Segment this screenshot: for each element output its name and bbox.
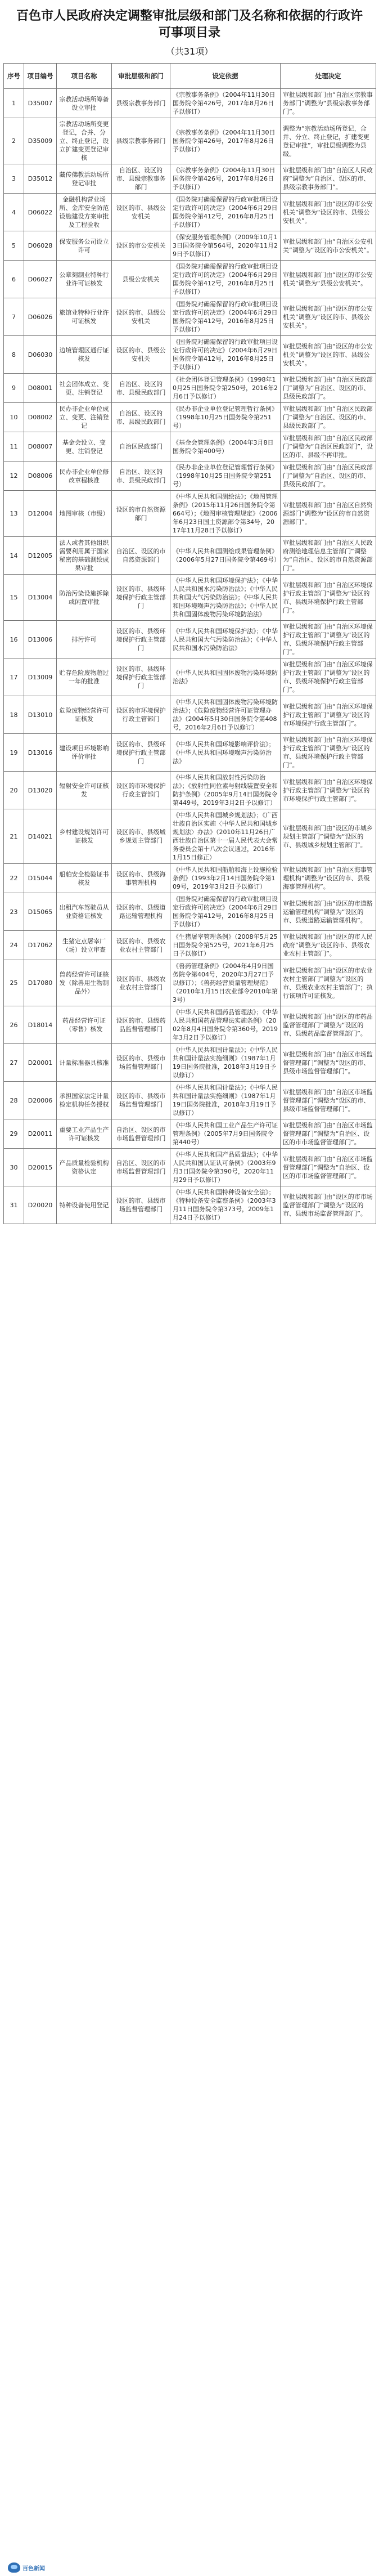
cell-code: D17062 — [24, 931, 57, 960]
cell-code: D20006 — [24, 1082, 57, 1119]
cell-name: 生猪定点屠宰厂（场）设立审查 — [57, 931, 112, 960]
cell-name: 药品经营许可证（零售）核发 — [57, 1006, 112, 1044]
table-row — [4, 1006, 376, 1044]
cell-index: 29 — [4, 1119, 24, 1149]
cell-code: D17080 — [24, 960, 57, 1006]
cell-index: 14 — [4, 537, 24, 575]
cell-decision: 审批层级和部门由“自治区环境保护行政主管部门”调整为“设区的市环境保护行政主管部门”。 — [281, 696, 376, 734]
cell-basis: 《中华人民共和国药品管理法》；《中华人民共和国药品管理法实施条例》（2002年8月4日国务院令第360号，2019年3月2日予以修订） — [170, 1006, 281, 1044]
cell-code: D08002 — [24, 403, 57, 432]
cell-decision: 审批层级和部门由“自治区宗教事务部门”调整为“县级宗教事务部门”。 — [281, 89, 376, 118]
cell-basis: 《中华人民共和国放射性污染防治法》；《放射性同位素与射线装置安全和防护条例》（2005年9月14日国务院令第449号，2019年3月2日予以修订） — [170, 772, 281, 809]
cell-index: 8 — [4, 336, 24, 374]
cell-name: 藏传佛教活动场所登记审批 — [57, 164, 112, 194]
cell-index: 3 — [4, 164, 24, 194]
cell-name: 保安服务公司设立许可 — [57, 231, 112, 261]
cell-basis: 《中华人民共和国船舶和海上设施检验条例》（1993年2月14日国务院令第109号，2019年3月2日予以修订） — [170, 864, 281, 893]
cell-name: 承担国家法定计量检定机构任务授权 — [57, 1082, 112, 1119]
cell-index: 27 — [4, 1044, 24, 1082]
cell-department: 设区的市、县级环境保护行政主管部门 — [112, 621, 170, 658]
table-row — [4, 893, 376, 931]
cell-basis: 《中华人民共和国环境影响评价法》；《中华人民共和国环境噪声污染防治法》 — [170, 734, 281, 772]
cell-department: 设区的市、县级海事管理机构 — [112, 864, 170, 893]
table-row — [4, 1149, 376, 1186]
cell-department: 自治区、设区的市、县级民政部门 — [112, 374, 170, 403]
cell-code: D13009 — [24, 658, 57, 696]
cell-name: 宗教活动场所变更登记，合并、分立、终止登记，设立扩建变更登记审核 — [57, 118, 112, 164]
cell-index: 21 — [4, 809, 24, 864]
cell-code: D18014 — [24, 1006, 57, 1044]
cell-decision: 审批层级和部门由“自治区市场监督管理部门”调整为“设区的市、县级市场监督管理部门”。 — [281, 1044, 376, 1082]
cell-basis: 《基金会管理条例》（2004年3月8日国务院令第400号） — [170, 432, 281, 462]
cell-basis: 《宗教事务条例》（2004年11月30日国务院令第426号，2017年8月26日予以修订） — [170, 89, 281, 118]
cell-name: 民办非企业单位成立、变更、注销登记 — [57, 403, 112, 432]
cell-department: 设区的市、县级市场监督管理部门 — [112, 1082, 170, 1119]
cell-index: 17 — [4, 658, 24, 696]
cell-code: D35012 — [24, 164, 57, 194]
cell-code: D15044 — [24, 864, 57, 893]
cell-name: 产品质量检验机构资格认定 — [57, 1149, 112, 1186]
table-row — [4, 261, 376, 298]
cell-basis: 《兽药管理条例》（2004年4月9日国务院令第404号，2020年3月27日予以修订）；《兽药经营质量管理规范》（2010年1月15日农业部令2010年第3号） — [170, 960, 281, 1006]
cell-basis: 《民办非企业单位登记管理暂行条例》（1998年10月25日国务院令第251号） — [170, 462, 281, 491]
table-body — [4, 89, 376, 1224]
cell-department: 自治区、设区的市市场监督管理部门 — [112, 1149, 170, 1186]
table-row — [4, 194, 376, 231]
header-code: 项目编号 — [24, 64, 57, 89]
table-row — [4, 1044, 376, 1082]
cell-department: 设区的市、县级药品监督管理部门 — [112, 1006, 170, 1044]
cell-department: 设区的市、县级市场监督管理部门 — [112, 1044, 170, 1082]
cell-decision: 审批层级和部门由“自治区民政部门”调整为“自治区、设区的市、县级民政部门”。 — [281, 462, 376, 491]
cell-name: 边境管理区通行证核发 — [57, 336, 112, 374]
cell-name: 贮存危险废物超过一年的批准 — [57, 658, 112, 696]
document-title: 百色市人民政府决定调整审批层级和部门及名称和依据的行政许可事项目录 — [16, 9, 363, 40]
cell-basis: 《宗教事务条例》（2004年11月30日国务院令第426号，2017年8月26日予以修订） — [170, 118, 281, 164]
table-row — [4, 491, 376, 537]
cell-decision: 审批层级和部门由“自治区自然资源部门”调整为“设区的市自然资源部门”。 — [281, 491, 376, 537]
cell-decision: 审批层级和部门由“自治区环境保护行政主管部门”调整为“设区的市、县级环境保护行政主管部门”。 — [281, 621, 376, 658]
cell-index: 18 — [4, 696, 24, 734]
cell-basis: 《中华人民共和国测绘法》；《地图管理条例》（2015年11月26日国务院令第664号）；《地图审核管理规定》（2006年6月23日国土资源部令第34号，2017年11月28日予以修订） — [170, 491, 281, 537]
table-row — [4, 960, 376, 1006]
cell-name: 旅馆业特种行业许可证核发 — [57, 298, 112, 336]
cell-name: 金融机构营业场所、金库安全防范设施建设方案审批及工程验收 — [57, 194, 112, 231]
cell-department: 自治区、设区的市市场监督管理部门 — [112, 1119, 170, 1149]
table-row — [4, 696, 376, 734]
cell-decision: 审批层级和部门由“设区的市市场监督管理部门”调整为“设区的市、县级市场监督管理部门”。 — [281, 1186, 376, 1224]
cell-basis: 《保安服务管理条例》（2009年10月13日国务院令第564号，2020年11月29日予以修订） — [170, 231, 281, 261]
cell-department: 设区的市、县级城乡规划主管部门 — [112, 809, 170, 864]
cell-department: 自治区、设区的市自然资源部门 — [112, 537, 170, 575]
cell-code: D13004 — [24, 575, 57, 621]
cell-index: 10 — [4, 403, 24, 432]
cell-index: 1 — [4, 89, 24, 118]
cell-index: 7 — [4, 298, 24, 336]
cell-code: D20011 — [24, 1119, 57, 1149]
cell-index: 26 — [4, 1006, 24, 1044]
table-row — [4, 537, 376, 575]
table-row — [4, 432, 376, 462]
cell-index: 6 — [4, 261, 24, 298]
cell-name: 基金会设立、变更、注销登记 — [57, 432, 112, 462]
cell-index: 13 — [4, 491, 24, 537]
title-block — [0, 0, 379, 59]
cell-basis: 《中华人民共和国产品质量法》；《中华人民共和国认证认可条例》（2003年9月3日国务院令第390号，2020年11月29日予以修订） — [170, 1149, 281, 1186]
cell-index: 4 — [4, 194, 24, 231]
cell-index: 16 — [4, 621, 24, 658]
table-row — [4, 864, 376, 893]
cell-index: 11 — [4, 432, 24, 462]
cell-decision: 审批层级和部门由“设区的市农业农村主管部门”调整为“设区的市、县级农业农村主管部门”；执行该项许可证核发。 — [281, 960, 376, 1006]
cell-decision: 调整为“宗教活动场所登记，合并、分立、终止登记，扩建变更登记审批”，审批层级调整为县级。 — [281, 118, 376, 164]
cell-department: 设区的市环境保护行政主管部门 — [112, 772, 170, 809]
cell-name: 乡村建设规划许可证核发 — [57, 809, 112, 864]
cell-department: 县级宗教事务部门 — [112, 89, 170, 118]
cell-decision: 审批层级和部门由“自治区环境保护行政主管部门”调整为“设区的市、县级环境保护行政主管部门”。 — [281, 575, 376, 621]
cell-basis: 《国务院对确需保留的行政审批项目设定行政许可的决定》（2004年6月29日国务院令第412号，2016年8月25日予以修订） — [170, 194, 281, 231]
cell-decision: 审批层级和部门由“设区的市药品监督管理部门”调整为“设区的市、县级药品监督管理部门”。 — [281, 1006, 376, 1044]
cell-department: 设区的市、县级公安机关 — [112, 194, 170, 231]
cell-code: D08001 — [24, 374, 57, 403]
cell-decision: 审批层级和部门由“设区的市公安机关”调整为“设区的市、县级公安机关”。 — [281, 298, 376, 336]
cell-decision: 审批层级和部门由“自治区人民政府”调整为“自治区、设区的市、县级宗教事务部门”。 — [281, 164, 376, 194]
licensing-catalog-table — [3, 63, 376, 1224]
cell-index: 31 — [4, 1186, 24, 1224]
cell-code: D06022 — [24, 194, 57, 231]
cell-basis: 《中华人民共和国工业产品生产许可证管理条例》（2005年7月9日国务院令第440号） — [170, 1119, 281, 1149]
cell-decision: 审批层级和部门由“设区的市城乡规划主管部门”调整为“设区的市、县级城乡规划主管部门”。 — [281, 809, 376, 864]
cell-department: 设区的市、县级农业农村主管部门 — [112, 960, 170, 1006]
table-header-row — [4, 64, 376, 89]
cell-name: 防治污染设施拆除或闲置审批 — [57, 575, 112, 621]
table-row — [4, 1186, 376, 1224]
cell-name: 重要工业产品生产许可证核发 — [57, 1119, 112, 1149]
cell-name: 社会团体成立、变更、注销登记 — [57, 374, 112, 403]
cell-decision: 审批层级和部门由“自治区环境保护行政主管部门”调整为“设区的市、县级环境保护行政主管部门”。 — [281, 658, 376, 696]
cell-index: 5 — [4, 231, 24, 261]
cell-department: 设区的市、县级公安机关 — [112, 298, 170, 336]
cell-department: 设区的市、县级环境保护行政主管部门 — [112, 658, 170, 696]
cell-decision: 审批层级和部门由“自治区人民政府测绘地理信息主管部门”调整为“自治区、设区的市自然资源部门”。 — [281, 537, 376, 575]
table-row — [4, 164, 376, 194]
cell-index: 12 — [4, 462, 24, 491]
cell-code: D06028 — [24, 231, 57, 261]
header-department: 审批层级和部门 — [112, 64, 170, 89]
cell-name: 特种设备使用登记 — [57, 1186, 112, 1224]
cell-decision: 审批层级和部门由“设区的市公安机关”调整为“设区的市、县级公安机关”。 — [281, 336, 376, 374]
table-row — [4, 89, 376, 118]
table-row — [4, 231, 376, 261]
cell-basis: 《中华人民共和国城乡规划法》；《广西壮族自治区实施〈中华人民共和国城乡规划法〉办法》（2010年11月26日广西壮族自治区第十一届人民代表大会常务委员会第十八次会议通过，2016年1月15日修正） — [170, 809, 281, 864]
cell-department: 设区的市、县级环境保护行政主管部门 — [112, 734, 170, 772]
cell-code: D13006 — [24, 621, 57, 658]
table-row — [4, 298, 376, 336]
header-basis: 设定依据 — [170, 64, 281, 89]
cell-decision: 审批层级和部门由“自治区民政部门”调整为“自治区民政部门”，设区的市、县级不再审批。 — [281, 432, 376, 462]
cell-index: 25 — [4, 960, 24, 1006]
cell-code: D06030 — [24, 336, 57, 374]
cell-code: D14021 — [24, 809, 57, 864]
table-row — [4, 1119, 376, 1149]
table-row — [4, 336, 376, 374]
cell-department: 自治区民政部门 — [112, 432, 170, 462]
cell-name: 建设项目环境影响评价审批 — [57, 734, 112, 772]
cell-department: 设区的市、县级市场监督管理部门 — [112, 1186, 170, 1224]
cell-index: 30 — [4, 1149, 24, 1186]
cell-decision: 审批层级和部门由“设区的市公安机关”调整为“设区的市、县级公安机关”。 — [281, 194, 376, 231]
table-row — [4, 931, 376, 960]
cell-basis: 《国务院对确需保留的行政审批项目设定行政许可的决定》（2004年6月29日国务院令第412号，2016年8月25日予以修订） — [170, 893, 281, 931]
cell-code: D20015 — [24, 1149, 57, 1186]
cell-index: 9 — [4, 374, 24, 403]
cell-name: 排污许可 — [57, 621, 112, 658]
cell-name: 辐射安全许可证核发 — [57, 772, 112, 809]
table-row — [4, 621, 376, 658]
table-row — [4, 1082, 376, 1119]
cell-department: 自治区、设区的市、县级民政部门 — [112, 462, 170, 491]
cell-department: 设区的市、县级道路运输管理机构 — [112, 893, 170, 931]
cell-index: 2 — [4, 118, 24, 164]
cell-basis: 《国务院对确需保留的行政审批项目设定行政许可的决定》（2004年6月29日国务院令第412号，2016年8月25日予以修订） — [170, 261, 281, 298]
header-decision: 处理决定 — [281, 64, 376, 89]
table-row — [4, 734, 376, 772]
cell-basis: 《生猪屠宰管理条例》（2008年5月25日国务院令第525号，2021年6月25日予以修订） — [170, 931, 281, 960]
cell-department: 县级宗教事务部门 — [112, 118, 170, 164]
cell-code: D06027 — [24, 261, 57, 298]
cell-decision: 审批层级和部门由“设区的市人民政府”调整为“设区的市、县级农业农村主管部门”。 — [281, 931, 376, 960]
table-row — [4, 403, 376, 432]
cell-decision: 审批层级和部门由“自治区市场监督管理部门”调整为“自治区、设区的市市场监督管理部门”。 — [281, 1119, 376, 1149]
cell-basis: 《中华人民共和国环境保护法》；《中华人民共和国大气污染防治法》；《中华人民共和国水污染防治法》 — [170, 621, 281, 658]
cell-department: 设区的市、县级农业农村主管部门 — [112, 931, 170, 960]
cell-name: 公章刻制业特种行业许可证核发 — [57, 261, 112, 298]
cell-basis: 《中华人民共和国计量法》；《中华人民共和国计量法实施细则》（1987年1月19日国务院批准，2018年3月19日予以修订） — [170, 1044, 281, 1082]
cell-index: 28 — [4, 1082, 24, 1119]
cell-name: 民办非企业单位修改章程核准 — [57, 462, 112, 491]
cell-name: 兽药经营许可证核发（除兽用生物制品外） — [57, 960, 112, 1006]
cell-decision: 审批层级和部门由“自治区民政部门”调整为“自治区、设区的市、县级民政部门”。 — [281, 374, 376, 403]
cell-code: D06026 — [24, 298, 57, 336]
cell-department: 县级公安机关 — [112, 261, 170, 298]
cell-department: 设区的市公安机关 — [112, 231, 170, 261]
table-row — [4, 118, 376, 164]
cell-basis: 《国务院对确需保留的行政审批项目设定行政许可的决定》（2004年6月29日国务院令第412号，2016年8月25日予以修订） — [170, 336, 281, 374]
table-row — [4, 809, 376, 864]
cell-basis: 《中华人民共和国固体废物污染环境防治法》；《危险废物经营许可证管理办法》（2004年5月30日国务院令第408号，2016年2月6日予以修订） — [170, 696, 281, 734]
cell-basis: 《中华人民共和国计量法》；《中华人民共和国计量法实施细则》（1987年1月19日国务院批准，2018年3月19日予以修订） — [170, 1082, 281, 1119]
cell-basis: 《中华人民共和国固体废物污染环境防治法》 — [170, 658, 281, 696]
cell-basis: 《中华人民共和国特种设备安全法》；《特种设备安全监察条例》（2003年3月11日国务院令第373号，2009年1月24日予以修订） — [170, 1186, 281, 1224]
cell-index: 15 — [4, 575, 24, 621]
cell-basis: 《中华人民共和国测绘成果管理条例》（2006年5月27日国务院令第469号） — [170, 537, 281, 575]
cell-name: 法人或者其他组织需要利用属于国家秘密的基础测绘成果审批 — [57, 537, 112, 575]
cell-name: 出租汽车驾驶员从业资格证核发 — [57, 893, 112, 931]
cell-code: D35007 — [24, 89, 57, 118]
cell-basis: 《宗教事务条例》（2004年11月30日国务院令第426号，2017年8月26日予以修订） — [170, 164, 281, 194]
cell-department: 自治区、设区的市、县级宗教事务部门 — [112, 164, 170, 194]
cell-index: 23 — [4, 893, 24, 931]
cell-code: D12005 — [24, 537, 57, 575]
cell-department: 设区的市、县级环境保护行政主管部门 — [112, 575, 170, 621]
item-count-note: （共31项） — [165, 46, 214, 57]
table-row — [4, 462, 376, 491]
cell-name: 计量标准器具核准 — [57, 1044, 112, 1082]
cell-decision: 审批层级和部门由“自治区市场监督管理部门”调整为“自治区、设区的市市场监督管理部门”。 — [281, 1149, 376, 1186]
cell-basis: 《国务院对确需保留的行政审批项目设定行政许可的决定》（2004年6月29日国务院令第412号，2016年8月25日予以修订） — [170, 298, 281, 336]
table-row — [4, 374, 376, 403]
cell-code: D15065 — [24, 893, 57, 931]
cell-code: D13010 — [24, 696, 57, 734]
cell-decision: 审批层级和部门由“自治区公安机关”调整为“设区的市公安机关”。 — [281, 231, 376, 261]
cell-decision: 审批层级和部门由“设区的市道路运输管理机构”调整为“设区的市、县级道路运输管理机构”。 — [281, 893, 376, 931]
cell-decision: 审批层级和部门由“自治区民政部门”调整为“自治区、设区的市、县级民政部门”。 — [281, 403, 376, 432]
cell-name: 地图审核（市级） — [57, 491, 112, 537]
cell-name: 危险废物经营许可证核发 — [57, 696, 112, 734]
header-name: 项目名称 — [57, 64, 112, 89]
cell-decision: 审批层级和部门由“自治区海事管理机构”调整为“设区的市、县级海事管理机构”。 — [281, 864, 376, 893]
cell-basis: 《中华人民共和国环境保护法》；《中华人民共和国水污染防治法》；《中华人民共和国大气污染防治法》；《中华人民共和国环境噪声污染防治法》；《中华人民共和国固体废物污染环境防治法》 — [170, 575, 281, 621]
cell-code: D20001 — [24, 1044, 57, 1082]
cell-code: D13020 — [24, 772, 57, 809]
cell-department: 设区的市、县级公安机关 — [112, 336, 170, 374]
cell-basis: 《社会团体登记管理条例》（1998年10月25日国务院令第250号，2016年2月6日予以修订） — [170, 374, 281, 403]
cell-index: 19 — [4, 734, 24, 772]
cell-basis: 《民办非企业单位登记管理暂行条例》（1998年10月25日国务院令第251号） — [170, 403, 281, 432]
cell-index: 20 — [4, 772, 24, 809]
table-row — [4, 658, 376, 696]
cell-code: D13016 — [24, 734, 57, 772]
cell-code: D20020 — [24, 1186, 57, 1224]
cell-decision: 审批层级和部门由“自治区环境保护行政主管部门”调整为“设区的市环境保护行政主管部门”。 — [281, 772, 376, 809]
cell-name: 宗教活动场所筹备设立审批 — [57, 89, 112, 118]
cell-code: D35009 — [24, 118, 57, 164]
table-row — [4, 772, 376, 809]
cell-index: 22 — [4, 864, 24, 893]
cell-code: D08006 — [24, 462, 57, 491]
header-index: 序号 — [4, 64, 24, 89]
cell-code: D08007 — [24, 432, 57, 462]
news-logo-icon — [8, 2562, 20, 2573]
cell-department: 自治区、设区的市、县级民政部门 — [112, 403, 170, 432]
cell-decision: 审批层级和部门由“自治区环境保护行政主管部门”调整为“设区的市、县级环境保护行政主管部门”。 — [281, 734, 376, 772]
table-row — [4, 575, 376, 621]
cell-department: 设区的市自然资源部门 — [112, 491, 170, 537]
cell-decision: 审批层级和部门由“自治区市场监督管理部门”调整为“设区的市、县级市场监督管理部门”。 — [281, 1082, 376, 1119]
cell-department: 设区的市环境保护行政主管部门 — [112, 696, 170, 734]
logo-text: 百色新闻 — [22, 2565, 45, 2572]
cell-code: D12004 — [24, 491, 57, 537]
footer-logo — [8, 2562, 45, 2573]
cell-decision: 审批层级和部门由“设区的市公安机关”调整为“县级公安机关”。 — [281, 261, 376, 298]
cell-name: 船舶安全检验证书核发 — [57, 864, 112, 893]
cell-index: 24 — [4, 931, 24, 960]
